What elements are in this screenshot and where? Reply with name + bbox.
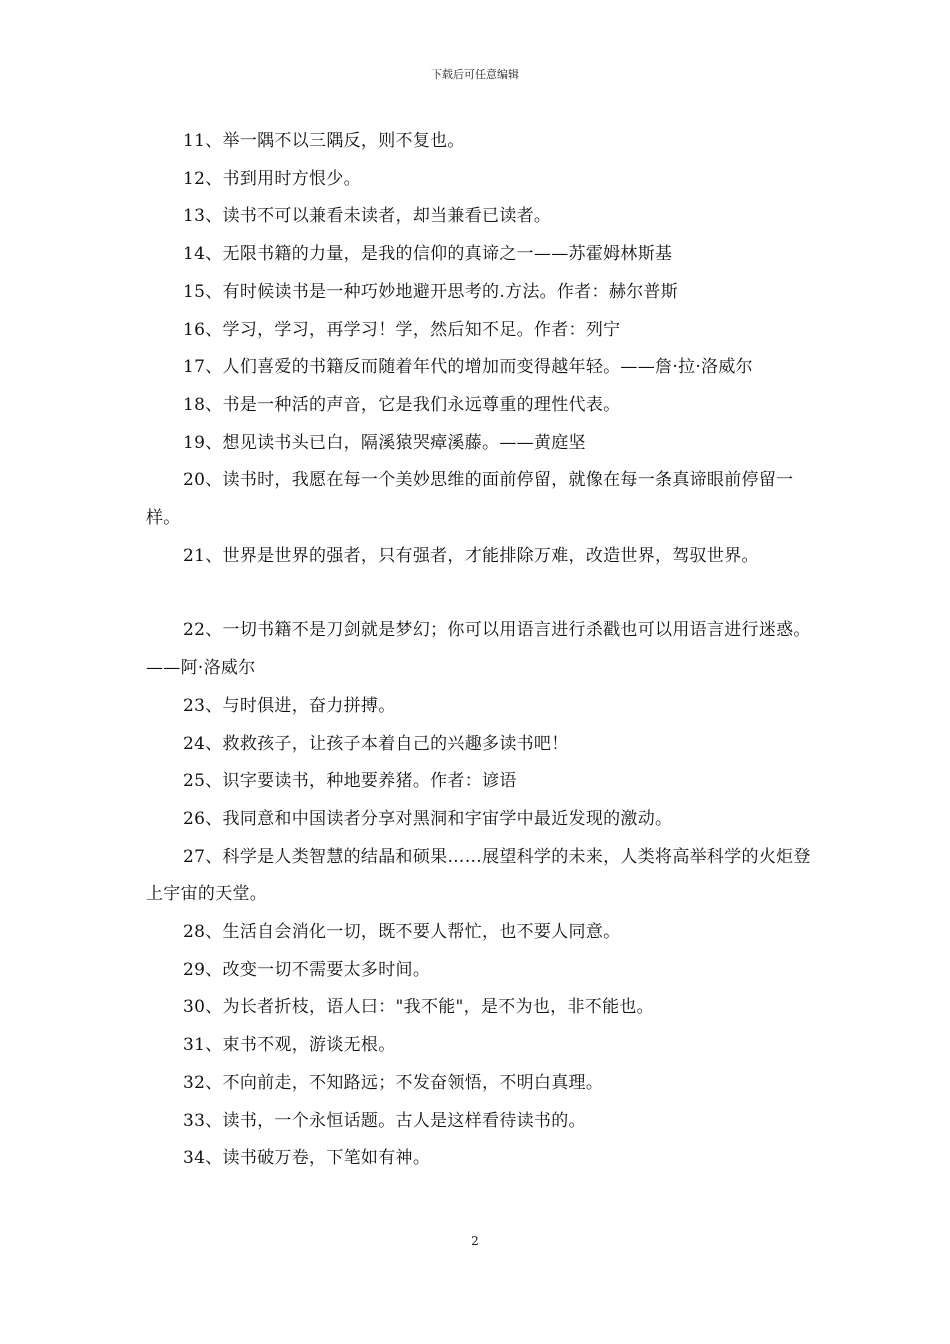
quote-paragraph: 13、读书不可以兼看未读者，却当兼看已读者。 (183, 206, 552, 227)
page-number: 2 (471, 1234, 479, 1248)
quote-paragraph: 11、举一隅不以三隅反，则不复也。 (183, 131, 465, 151)
quote-paragraph: 30、为长者折枝，语人曰："我不能"，是不为也，非不能也。 (183, 997, 654, 1018)
quote-paragraph: 34、读书破万卷，下笔如有神。 (183, 1148, 431, 1169)
quote-paragraph: 18、书是一种活的声音，它是我们永远尊重的理性代表。 (183, 394, 621, 415)
quote-paragraph: 25、识字要读书，种地要养猪。作者：谚语 (183, 771, 517, 792)
quote-paragraph: 17、人们喜爱的书籍反而随着年代的增加而变得越年轻。——詹·拉·洛威尔 (183, 357, 753, 378)
quote-paragraph: 27、科学是人类智慧的结晶和硕果……展望科学的未来，人类将高举科学的火炬登上宇宙的天堂。 (146, 846, 811, 905)
quote-paragraph: 16、学习，学习，再学习！学，然后知不足。作者：列宁 (183, 319, 621, 340)
quote-paragraph: 22、一切书籍不是刀剑就是梦幻；你可以用语言进行杀戳也可以用语言进行迷惑。——阿·洛威尔 (146, 620, 811, 679)
quote-paragraph: 28、生活自会消化一切，既不要人帮忙，也不要人同意。 (183, 922, 621, 943)
page-header: 下载后可任意编辑 (431, 68, 519, 81)
quote-paragraph: 24、救救孩子，让孩子本着自己的兴趣多读书吧！ (183, 733, 569, 754)
quote-paragraph: 14、无限书籍的力量，是我的信仰的真谛之一——苏霍姆林斯基 (183, 244, 673, 265)
quote-paragraph: 33、读书，一个永恒话题。古人是这样看待读书的。 (183, 1110, 586, 1131)
document-body (146, 123, 826, 1178)
quote-paragraph: 15、有时候读书是一种巧妙地避开思考的.方法。作者：赫尔普斯 (183, 281, 679, 302)
quote-paragraph: 23、与时俱进，奋力拼搏。 (183, 695, 396, 716)
quote-paragraph: 26、我同意和中国读者分享对黑洞和宇宙学中最近发现的激动。 (183, 808, 673, 829)
quote-paragraph: 32、不向前走，不知路远；不发奋领悟，不明白真理。 (183, 1072, 604, 1093)
quote-paragraph: 12、书到用时方恨少。 (183, 168, 361, 189)
quote-paragraph: 20、读书时，我愿在每一个美妙思维的面前停留，就像在每一条真谛眼前停留一样。 (146, 470, 794, 529)
quote-paragraph: 21、世界是世界的强者，只有强者，才能排除万难，改造世界，驾驭世界。 (183, 545, 759, 566)
quote-paragraph: 31、束书不观，游谈无根。 (183, 1035, 396, 1056)
quote-paragraph: 29、改变一切不需要太多时间。 (183, 959, 431, 980)
quote-paragraph: 19、想见读书头已白，隔溪猿哭瘴溪藤。——黄庭坚 (183, 432, 586, 453)
